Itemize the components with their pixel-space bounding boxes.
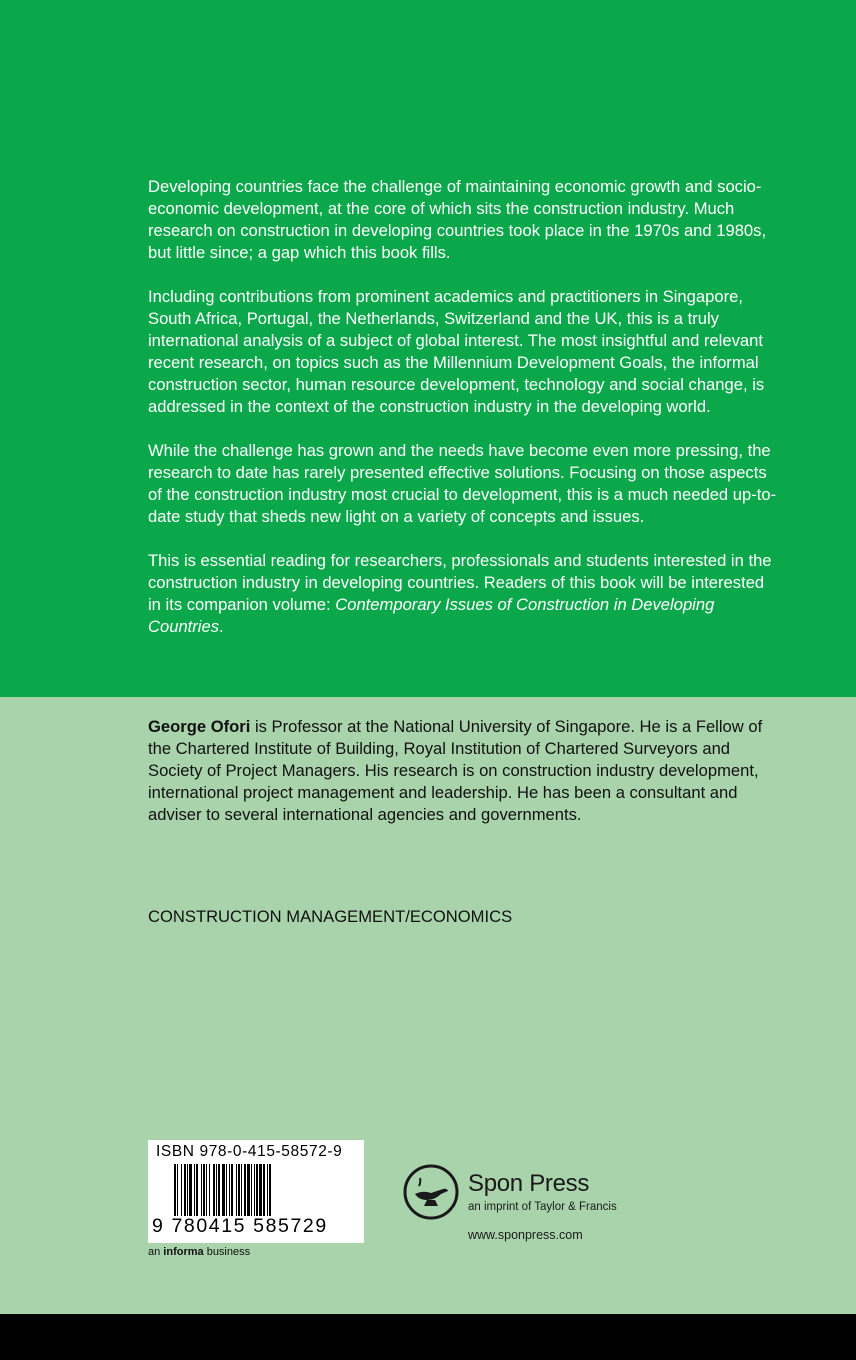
barcode-bar	[177, 1164, 178, 1216]
subject-category: CONSTRUCTION MANAGEMENT/ECONOMICS	[148, 907, 513, 926]
barcode-bar	[269, 1164, 271, 1216]
informa-brand: informa	[163, 1246, 204, 1258]
barcode-bar	[216, 1164, 217, 1216]
barcode-bar	[254, 1164, 255, 1216]
publisher-url: www.sponpress.com	[468, 1228, 583, 1242]
companion-volume-title: Contemporary Issues of Construction in Developing Countries	[148, 595, 715, 636]
blurb-p4-end: .	[219, 617, 224, 636]
barcode-bar	[241, 1164, 242, 1216]
barcode-bar	[194, 1164, 195, 1216]
author-bio	[148, 716, 788, 826]
back-cover-blurb	[148, 176, 778, 660]
barcode-bar	[206, 1164, 207, 1216]
isbn-barcode	[148, 1140, 364, 1243]
informa-suffix: business	[203, 1246, 251, 1258]
barcode-bar	[187, 1164, 188, 1216]
spon-press-lamp-icon	[403, 1164, 459, 1220]
blurb-paragraph-3: While the challenge has grown and the needs have become even more pressing, the research to date has rarely presented effective solutions. Focusing on those aspects of the construction industry most crucial to development, this is a much needed up-to-date study that sheds new light on a variety of concepts and issues.	[148, 441, 777, 526]
blurb-paragraph-1: Developing countries face the challenge of maintaining economic growth and socio-economic development, at the core of which sits the construction industry. Much research on construction in developing countries took place in the 1970s and 1980s, but little since; a gap which this book fills.	[148, 177, 767, 262]
author-bio-text: is Professor at the National University of Singapore. He is a Fellow of the Chartered Institute of Building, Royal Institution of Chartered Surveyors and Society of Project Managers. His research is on construction industry development, international project management and leadership. He has been a consultant and adviser to several international agencies and governments.	[148, 717, 763, 824]
blurb-paragraph-4	[148, 550, 778, 638]
barcode-bar	[263, 1164, 265, 1216]
barcode-bar	[174, 1164, 176, 1216]
barcode-bar	[222, 1164, 225, 1216]
barcode-bar	[244, 1164, 246, 1216]
blurb-paragraph-2: Including contributions from prominent academics and practitioners in Singapore, South Africa, Portugal, the Netherlands, Switzerland and the UK, this is a truly international analysis of a subject of global interest. The most insightful and relevant recent research, on topics such as the Millennium Development Goals, the informal construction sector, human resource development, technology and social change, is addressed in the context of the construction industry in the developing world.	[148, 287, 765, 416]
blurb-p4-text: This is essential reading for researchers, professionals and students interested in the construction industry in developing countries. Readers of this book will be interested in its companion volume:	[148, 551, 772, 614]
barcode-bar	[267, 1164, 268, 1216]
barcode-bars	[174, 1164, 354, 1216]
barcode-bar	[236, 1164, 237, 1216]
barcode-bar	[251, 1164, 252, 1216]
informa-business-label	[148, 1246, 250, 1258]
barcode-bar	[256, 1164, 258, 1216]
barcode-bar	[213, 1164, 215, 1216]
barcode-bar	[196, 1164, 198, 1216]
isbn-label: ISBN 978-0-415-58572-9	[156, 1143, 343, 1160]
barcode-bar	[226, 1164, 227, 1216]
barcode-bar	[209, 1164, 210, 1216]
publisher-name: Spon Press	[468, 1170, 590, 1197]
barcode-digits: 9 780415 585729	[152, 1215, 328, 1237]
barcode-bar	[203, 1164, 205, 1216]
barcode-bar	[201, 1164, 202, 1216]
barcode-bar	[259, 1164, 262, 1216]
barcode-bar	[181, 1164, 182, 1216]
publisher-imprint: an imprint of Taylor & Francis	[468, 1201, 617, 1213]
barcode-bar	[184, 1164, 186, 1216]
barcode-bar	[231, 1164, 233, 1216]
bottom-black-strip	[0, 1314, 856, 1360]
barcode-bar	[238, 1164, 240, 1216]
author-name: George Ofori	[148, 717, 251, 736]
barcode-bar	[247, 1164, 250, 1216]
barcode-bar	[218, 1164, 220, 1216]
barcode-bar	[189, 1164, 192, 1216]
barcode-bar	[229, 1164, 230, 1216]
informa-prefix: an	[148, 1246, 164, 1258]
